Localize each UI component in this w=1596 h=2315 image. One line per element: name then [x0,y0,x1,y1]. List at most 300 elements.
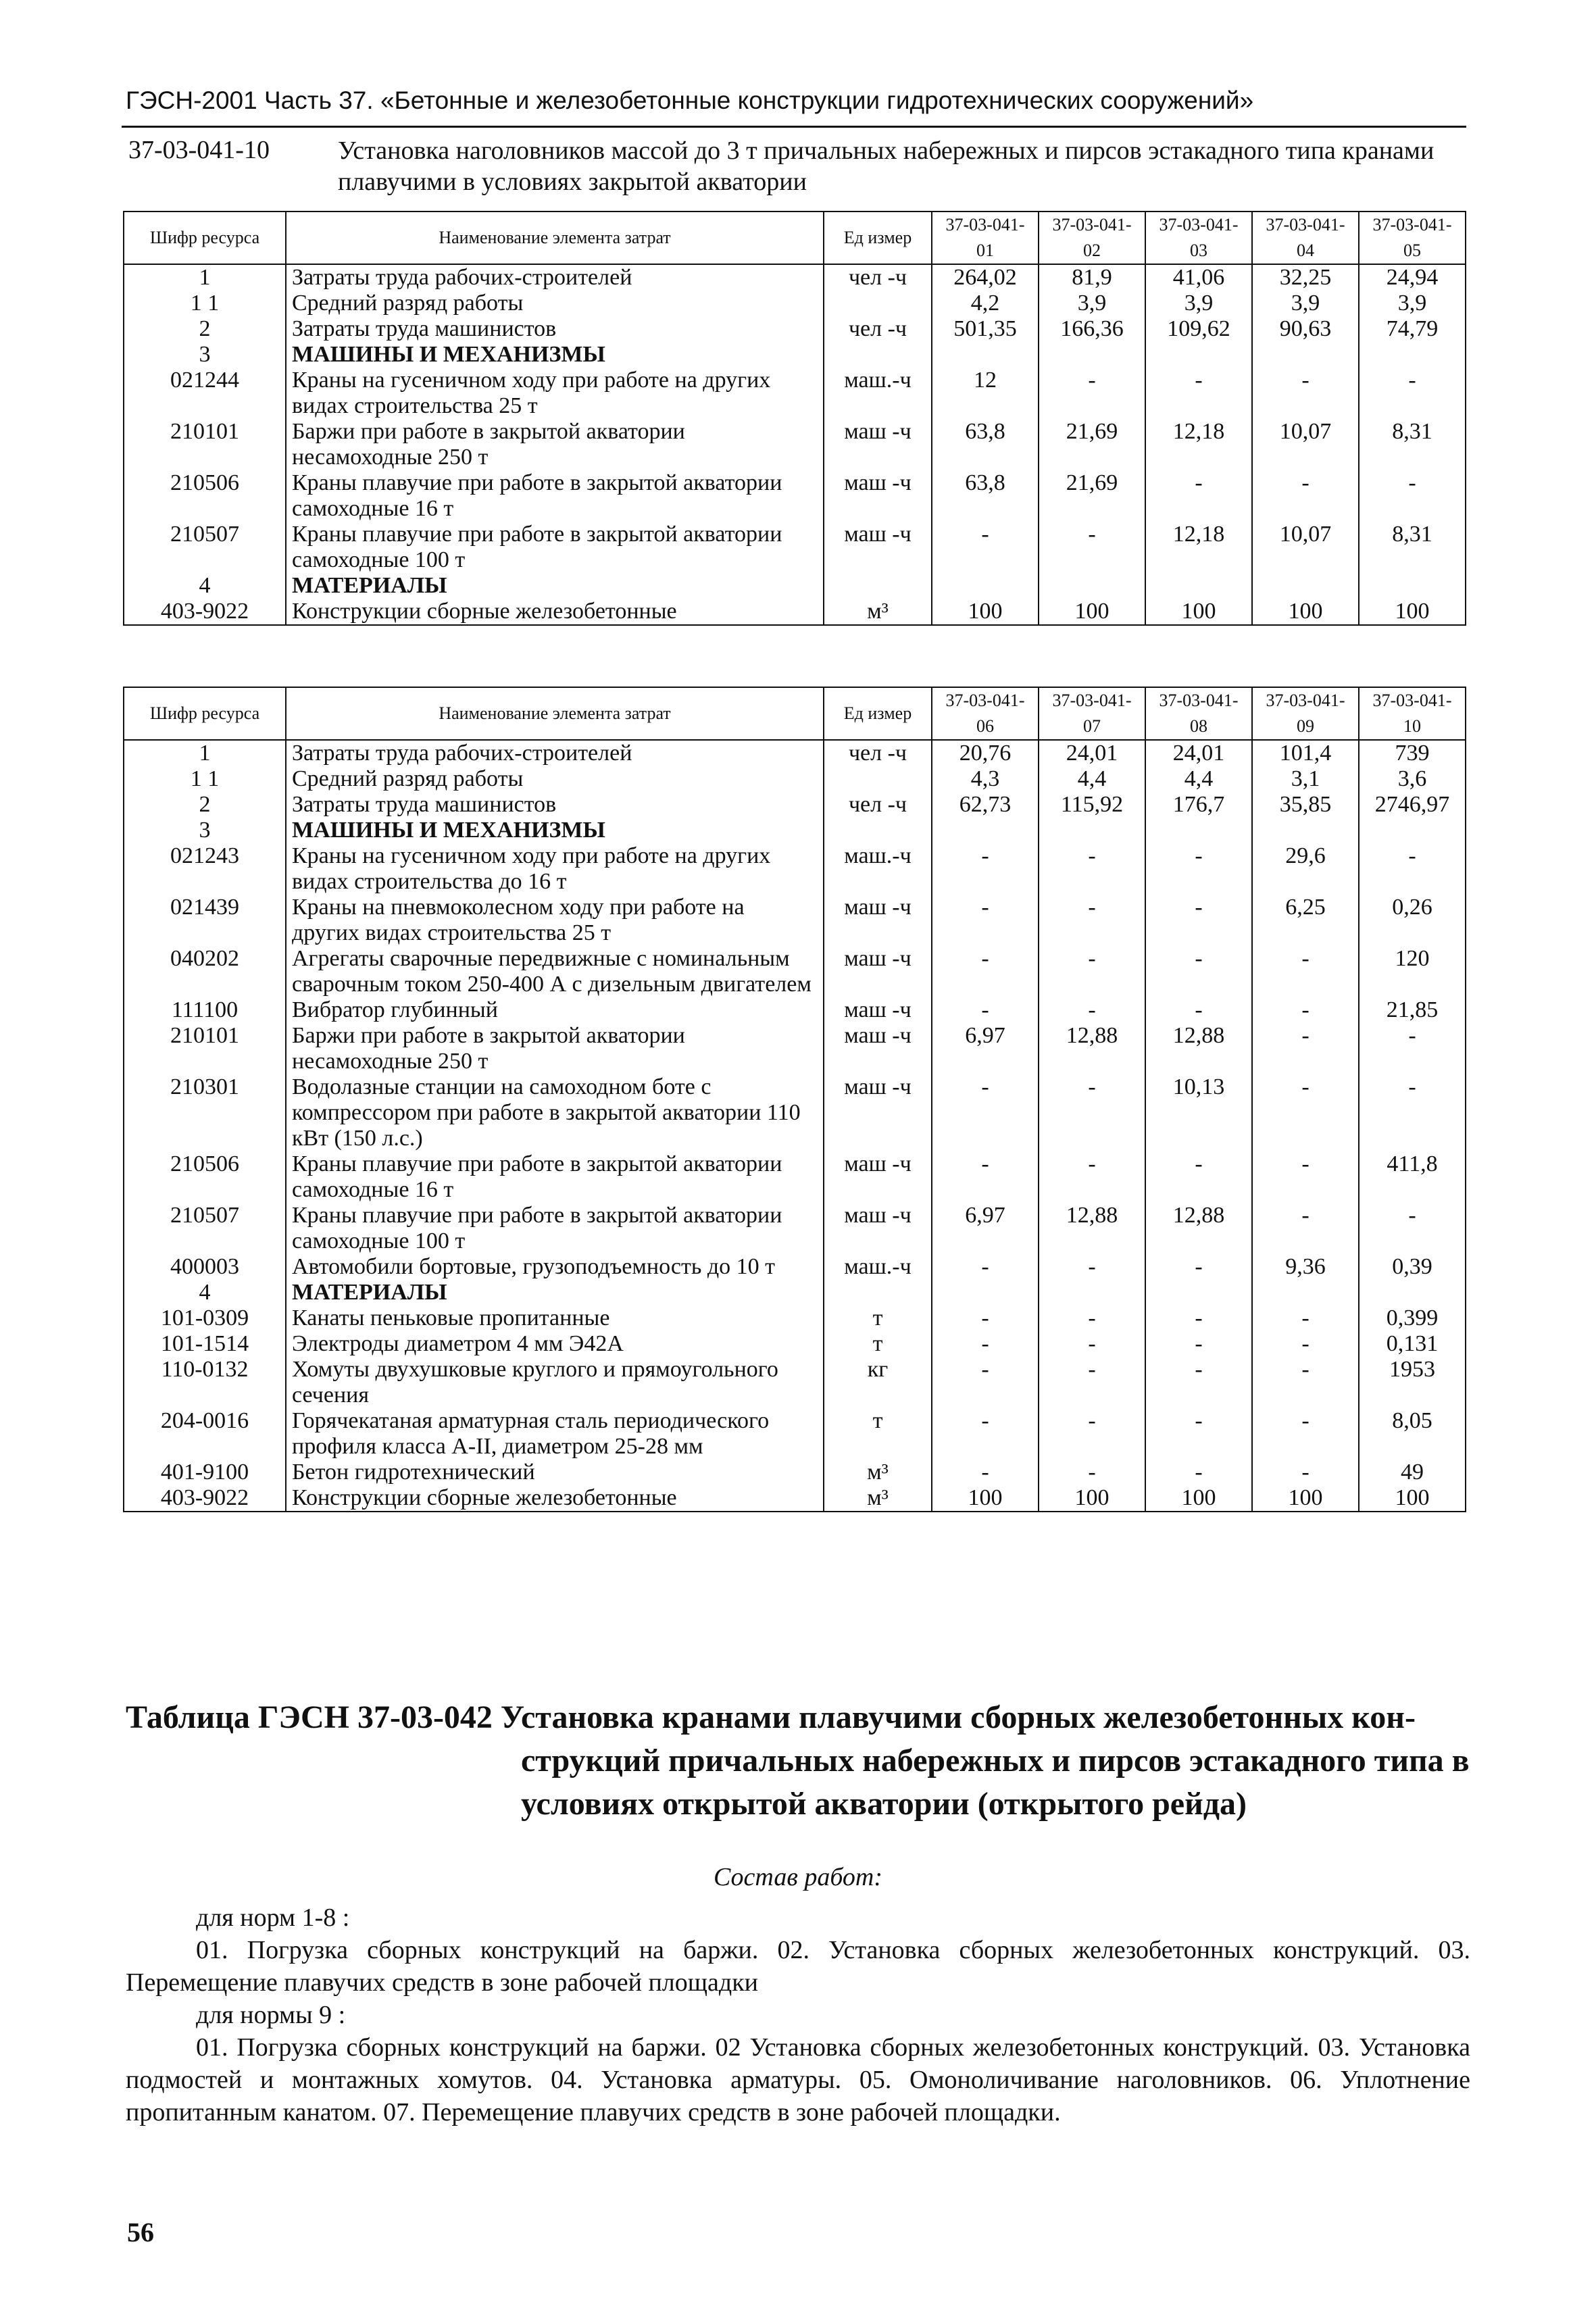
value-cell: 3,1 [1252,766,1359,792]
table-row [124,895,1466,946]
value-cell: 21,69 [1039,470,1145,522]
value-cell: - [1039,895,1145,946]
resource-code-cell: 021243 [124,843,286,895]
col-header-norm: 37-03-041-08 [1145,687,1252,740]
unit-cell: маш -ч [824,470,932,522]
value-cell: 4,4 [1145,766,1252,792]
col-header-norm: 37-03-041-02 [1039,211,1145,264]
resource-name-cell: МАШИНЫ И МЕХАНИЗМЫ [286,818,824,843]
value-cell: - [1252,1074,1359,1151]
table-row [124,291,1466,316]
resource-code-cell: 210101 [124,419,286,470]
value-cell: 74,79 [1359,316,1466,342]
table-row [124,1357,1466,1408]
value-cell: - [1145,1331,1252,1357]
value-cell: - [932,843,1039,895]
value-cell [1145,1280,1252,1305]
value-cell: 6,97 [932,1023,1039,1074]
resource-code-cell: 403-9022 [124,1485,286,1512]
table-title-line: условиях открытой акватории (открытого рейда) [521,1786,1247,1822]
value-cell: 20,76 [932,740,1039,766]
resource-code-cell: 1 1 [124,766,286,792]
value-cell [932,573,1039,599]
value-cell: 62,73 [932,792,1039,818]
resource-name-cell: Краны на гусеничном ходу при работе на других видах строительства до 16 т [286,843,824,895]
resource-code-cell: 400003 [124,1254,286,1280]
resource-name-cell: Водолазные станции на самоходном боте с компрессором при работе в закрытой акватории 110 кВт (150 л.с.) [286,1074,824,1151]
value-cell: - [1145,1254,1252,1280]
col-header-unit: Ед измер [824,211,932,264]
resource-code-cell: 101-1514 [124,1331,286,1357]
value-cell: - [1359,843,1466,895]
unit-cell [824,342,932,368]
unit-cell: чел -ч [824,740,932,766]
unit-cell: маш -ч [824,1023,932,1074]
unit-cell: м³ [824,1460,932,1485]
resource-code-cell: 1 1 [124,291,286,316]
col-header-norm: 37-03-041-06 [932,687,1039,740]
resource-name-cell: Электроды диаметром 4 мм Э42А [286,1331,824,1357]
value-cell: - [1145,843,1252,895]
value-cell [1039,342,1145,368]
unit-cell: маш.-ч [824,368,932,419]
value-cell: 12,18 [1145,419,1252,470]
col-header-name: Наименование элемента затрат [286,211,824,264]
value-cell: 63,8 [932,419,1039,470]
value-cell: - [932,1331,1039,1357]
table-row [124,1485,1466,1512]
resource-code-cell: 210301 [124,1074,286,1151]
table-row [124,342,1466,368]
col-header-unit: Ед измер [824,687,932,740]
resource-name-cell: Горячекатаная арматурная сталь периодического профиля класса А-II, диаметром 25-28 мм [286,1408,824,1460]
table-row [124,1305,1466,1331]
resource-name-cell: Затраты труда рабочих-строителей [286,264,824,291]
table-row [124,1203,1466,1254]
resource-name-cell: Конструкции сборные железобетонные [286,1485,824,1512]
resource-code-cell: 1 [124,740,286,766]
resource-name-cell: Автомобили бортовые, грузоподъемность до 10 т [286,1254,824,1280]
unit-cell: чел -ч [824,264,932,291]
resource-name-cell: Краны плавучие при работе в закрытой акватории самоходные 16 т [286,470,824,522]
value-cell: - [1359,1203,1466,1254]
table-row [124,1460,1466,1485]
value-cell [1039,818,1145,843]
value-cell: - [1145,470,1252,522]
value-cell: 8,05 [1359,1408,1466,1460]
norms-text-2: 01. Погрузка сборных конструкций на баржи. 02 Установка сборных железобетонных конструкций. 03. Установка подмостей и монтажных хомутов. 04. Установка арматуры. 05. Омоноличивание наголовников. 06. Уплотнение пропитанным канатом. 07. Перемещение плавучих средств в зоне рабочей площадки. [126,2033,1470,2126]
resource-code-cell: 4 [124,1280,286,1305]
value-cell: 3,6 [1359,766,1466,792]
unit-cell [824,818,932,843]
value-cell: 739 [1359,740,1466,766]
value-cell: 0,131 [1359,1331,1466,1357]
value-cell: 166,36 [1039,316,1145,342]
value-cell: - [1145,997,1252,1023]
value-cell: 10,07 [1252,419,1359,470]
value-cell: - [1145,895,1252,946]
resource-name-cell: Краны плавучие при работе в закрытой акватории самоходные 16 т [286,1151,824,1203]
value-cell: 12,88 [1039,1023,1145,1074]
value-cell [932,818,1039,843]
value-cell: 12 [932,368,1039,419]
value-cell: - [1252,997,1359,1023]
col-header-norm: 37-03-041-01 [932,211,1039,264]
value-cell: - [1039,1331,1145,1357]
resource-name-cell: МАТЕРИАЛЫ [286,573,824,599]
table-row [124,316,1466,342]
value-cell [1252,573,1359,599]
value-cell: 109,62 [1145,316,1252,342]
value-cell: - [1039,368,1145,419]
resource-name-cell: Затраты труда машинистов [286,792,824,818]
table-row [124,573,1466,599]
table-row [124,997,1466,1023]
resource-name-cell: Бетон гидротехнический [286,1460,824,1485]
value-cell: 176,7 [1145,792,1252,818]
unit-cell: т [824,1331,932,1357]
resource-table-2 [123,687,1466,1512]
table-row [124,1254,1466,1280]
value-cell: - [1359,1023,1466,1074]
unit-cell: кг [824,1357,932,1408]
value-cell: - [1145,1357,1252,1408]
value-cell: 100 [1359,599,1466,625]
resource-name-cell: МАШИНЫ И МЕХАНИЗМЫ [286,342,824,368]
value-cell: 2746,97 [1359,792,1466,818]
value-cell: - [1145,1408,1252,1460]
value-cell [1359,818,1466,843]
value-cell: - [1359,470,1466,522]
value-cell: 3,9 [1252,291,1359,316]
value-cell: 90,63 [1252,316,1359,342]
value-cell: 63,8 [932,470,1039,522]
value-cell: 9,36 [1252,1254,1359,1280]
resource-code-cell: 210101 [124,1023,286,1074]
section-code: 37-03-041-10 [128,136,270,164]
value-cell: 100 [932,1485,1039,1512]
resource-name-cell: Баржи при работе в закрытой акватории несамоходные 250 т [286,1023,824,1074]
value-cell: - [1039,1254,1145,1280]
value-cell: 35,85 [1252,792,1359,818]
table-title-line: струкций причальных набережных и пирсов эстакадного типа в [521,1743,1470,1778]
unit-cell: маш -ч [824,1074,932,1151]
value-cell: 32,25 [1252,264,1359,291]
value-cell: - [1039,1074,1145,1151]
value-cell [1252,1280,1359,1305]
table-row [124,522,1466,573]
value-cell: 24,01 [1145,740,1252,766]
resource-code-cell: 210506 [124,1151,286,1203]
unit-cell: маш -ч [824,895,932,946]
unit-cell [824,1280,932,1305]
table-title-line: Таблица ГЭСН 37-03-042 Установка кранами плавучими сборных железобетонных кон- [126,1699,1416,1735]
resource-code-cell: 111100 [124,997,286,1023]
value-cell: - [932,946,1039,997]
value-cell [1359,1280,1466,1305]
value-cell: 0,39 [1359,1254,1466,1280]
table-row [124,843,1466,895]
col-header-code: Шифр ресурса [124,211,286,264]
unit-cell: чел -ч [824,792,932,818]
value-cell: 501,35 [932,316,1039,342]
resource-code-cell: 040202 [124,946,286,997]
unit-cell: маш -ч [824,1203,932,1254]
value-cell: 3,9 [1039,291,1145,316]
resource-name-cell: Конструкции сборные железобетонные [286,599,824,625]
col-header-norm: 37-03-041-05 [1359,211,1466,264]
value-cell: 100 [1145,599,1252,625]
value-cell: 6,25 [1252,895,1359,946]
value-cell: - [1145,1305,1252,1331]
value-cell: - [1039,522,1145,573]
value-cell: - [1145,1151,1252,1203]
unit-cell: маш -ч [824,997,932,1023]
resource-code-cell: 210507 [124,522,286,573]
value-cell: - [1039,1357,1145,1408]
value-cell: - [1145,368,1252,419]
table-row [124,368,1466,419]
value-cell: 21,69 [1039,419,1145,470]
value-cell: 100 [1359,1485,1466,1512]
value-cell: 264,02 [932,264,1039,291]
table-row [124,946,1466,997]
unit-cell: чел -ч [824,316,932,342]
resource-code-cell: 2 [124,792,286,818]
value-cell [1145,573,1252,599]
table-row [124,766,1466,792]
unit-cell: м³ [824,1485,932,1512]
value-cell: - [932,1408,1039,1460]
value-cell: - [1252,1203,1359,1254]
value-cell: 101,4 [1252,740,1359,766]
value-cell [1252,342,1359,368]
table-row [124,740,1466,766]
value-cell: 8,31 [1359,419,1466,470]
value-cell: - [1359,1074,1466,1151]
resource-code-cell: 4 [124,573,286,599]
value-cell: 1953 [1359,1357,1466,1408]
resource-name-cell: Краны плавучие при работе в закрытой акватории самоходные 100 т [286,1203,824,1254]
value-cell: - [932,1460,1039,1485]
value-cell [1039,573,1145,599]
value-cell: 12,18 [1145,522,1252,573]
unit-cell: маш.-ч [824,843,932,895]
value-cell: - [1039,1460,1145,1485]
unit-cell: т [824,1408,932,1460]
value-cell: 81,9 [1039,264,1145,291]
unit-cell: маш -ч [824,946,932,997]
table-row [124,264,1466,291]
unit-cell: маш.-ч [824,1254,932,1280]
value-cell: - [932,1254,1039,1280]
value-cell: - [932,1074,1039,1151]
value-cell: 4,4 [1039,766,1145,792]
value-cell: - [932,997,1039,1023]
col-header-norm: 37-03-041-09 [1252,687,1359,740]
value-cell: - [1252,1408,1359,1460]
resource-name-cell: МАТЕРИАЛЫ [286,1280,824,1305]
value-cell: - [1145,946,1252,997]
resource-name-cell: Баржи при работе в закрытой акватории несамоходные 250 т [286,419,824,470]
table-row [124,470,1466,522]
unit-cell: маш -ч [824,522,932,573]
value-cell: - [1252,1460,1359,1485]
value-cell: 10,07 [1252,522,1359,573]
value-cell: - [1252,1357,1359,1408]
value-cell: - [1252,470,1359,522]
table-row [124,1074,1466,1151]
value-cell [932,1280,1039,1305]
running-header: ГЭСН-2001 Часть 37. «Бетонные и железобетонные конструкции гидротехнических сооружений» [126,86,1254,114]
page-number: 56 [127,2217,154,2247]
value-cell: 6,97 [932,1203,1039,1254]
resource-code-cell: 403-9022 [124,599,286,625]
value-cell: - [932,522,1039,573]
header-rule [122,126,1466,128]
table-row [124,792,1466,818]
resource-code-cell: 3 [124,342,286,368]
value-cell: 0,399 [1359,1305,1466,1331]
value-cell [1039,1280,1145,1305]
resource-name-cell: Затраты труда машинистов [286,316,824,342]
value-cell: - [932,1305,1039,1331]
col-header-norm: 37-03-041-10 [1359,687,1466,740]
value-cell: - [1359,368,1466,419]
value-cell: 100 [1039,1485,1145,1512]
value-cell: 100 [932,599,1039,625]
value-cell [932,342,1039,368]
value-cell: 100 [1145,1485,1252,1512]
value-cell [1359,573,1466,599]
value-cell: 3,9 [1359,291,1466,316]
value-cell: - [1039,1408,1145,1460]
unit-cell [824,573,932,599]
resource-code-cell: 210507 [124,1203,286,1254]
col-header-code: Шифр ресурса [124,687,286,740]
value-cell: - [1039,997,1145,1023]
value-cell [1252,818,1359,843]
table-row [124,1023,1466,1074]
value-cell: - [1252,946,1359,997]
value-cell: - [1039,946,1145,997]
resource-name-cell: Затраты труда рабочих-строителей [286,740,824,766]
value-cell: - [1039,1305,1145,1331]
resource-name-cell: Краны на гусеничном ходу при работе на других видах строительства 25 т [286,368,824,419]
resource-code-cell: 401-9100 [124,1460,286,1485]
resource-code-cell: 021439 [124,895,286,946]
resource-name-cell: Краны на пневмоколесном ходу при работе на других видах строительства 25 т [286,895,824,946]
value-cell: 3,9 [1145,291,1252,316]
col-header-name: Наименование элемента затрат [286,687,824,740]
value-cell: 8,31 [1359,522,1466,573]
work-composition-title: Состав работ: [713,1863,883,1891]
resource-code-cell: 110-0132 [124,1357,286,1408]
unit-cell: маш -ч [824,1151,932,1203]
col-header-norm: 37-03-041-07 [1039,687,1145,740]
value-cell: 4,2 [932,291,1039,316]
value-cell: 49 [1359,1460,1466,1485]
col-header-norm: 37-03-041-03 [1145,211,1252,264]
table-row [124,1280,1466,1305]
value-cell: 100 [1039,599,1145,625]
table-row [124,818,1466,843]
resource-code-cell: 1 [124,264,286,291]
norms-text-1: 01. Погрузка сборных конструкций на баржи. 02. Установка сборных железобетонных конструкций. 03. Перемещение плавучих средств в зоне рабочей площадки [126,1936,1470,1997]
resource-name-cell: Краны плавучие при работе в закрытой акватории самоходные 100 т [286,522,824,573]
col-header-norm: 37-03-041-04 [1252,211,1359,264]
unit-cell [824,291,932,316]
resource-code-cell: 210506 [124,470,286,522]
value-cell: 100 [1252,1485,1359,1512]
value-cell: 4,3 [932,766,1039,792]
value-cell: - [1145,1460,1252,1485]
unit-cell: т [824,1305,932,1331]
unit-cell [824,766,932,792]
value-cell: 41,06 [1145,264,1252,291]
resource-code-cell: 2 [124,316,286,342]
resource-code-cell: 101-0309 [124,1305,286,1331]
value-cell: 12,88 [1039,1203,1145,1254]
value-cell [1145,818,1252,843]
value-cell: - [1252,1331,1359,1357]
table-row [124,419,1466,470]
table-row [124,1331,1466,1357]
value-cell: - [1252,1151,1359,1203]
resource-code-cell: 3 [124,818,286,843]
table-row [124,1151,1466,1203]
resource-name-cell: Канаты пеньковые пропитанные [286,1305,824,1331]
value-cell: 12,88 [1145,1023,1252,1074]
unit-cell: маш -ч [824,419,932,470]
section-caption: Установка наголовников массой до 3 т причальных набережных и пирсов эстакадного типа кранами плавучими в условиях закрытой акватории [338,136,1435,196]
value-cell: 21,85 [1359,997,1466,1023]
value-cell: 29,6 [1252,843,1359,895]
value-cell: 120 [1359,946,1466,997]
value-cell: - [1252,368,1359,419]
resource-name-cell: Вибратор глубинный [286,997,824,1023]
resource-name-cell: Средний разряд работы [286,766,824,792]
value-cell: - [932,895,1039,946]
value-cell: 0,26 [1359,895,1466,946]
value-cell: - [1039,843,1145,895]
value-cell: 411,8 [1359,1151,1466,1203]
resource-name-cell: Хомуты двухушковые круглого и прямоугольного сечения [286,1357,824,1408]
value-cell: - [1252,1305,1359,1331]
value-cell: 24,94 [1359,264,1466,291]
norms-label-2: для нормы 9 : [196,2001,346,2029]
value-cell: 12,88 [1145,1203,1252,1254]
value-cell: - [932,1357,1039,1408]
resource-name-cell: Средний разряд работы [286,291,824,316]
table-title [126,1696,1477,1826]
value-cell: 24,01 [1039,740,1145,766]
resource-name-cell: Агрегаты сварочные передвижные с номинальным сварочным током 250-400 А с дизельным двигателем [286,946,824,997]
value-cell: 10,13 [1145,1074,1252,1151]
unit-cell: м³ [824,599,932,625]
norms-label-1: для норм 1-8 : [196,1903,350,1932]
value-cell [1359,342,1466,368]
table-row [124,1408,1466,1460]
value-cell [1145,342,1252,368]
value-cell: - [1039,1151,1145,1203]
resource-table-1 [123,211,1466,626]
resource-code-cell: 204-0016 [124,1408,286,1460]
resource-code-cell: 021244 [124,368,286,419]
value-cell: 100 [1252,599,1359,625]
value-cell: 115,92 [1039,792,1145,818]
value-cell: - [932,1151,1039,1203]
